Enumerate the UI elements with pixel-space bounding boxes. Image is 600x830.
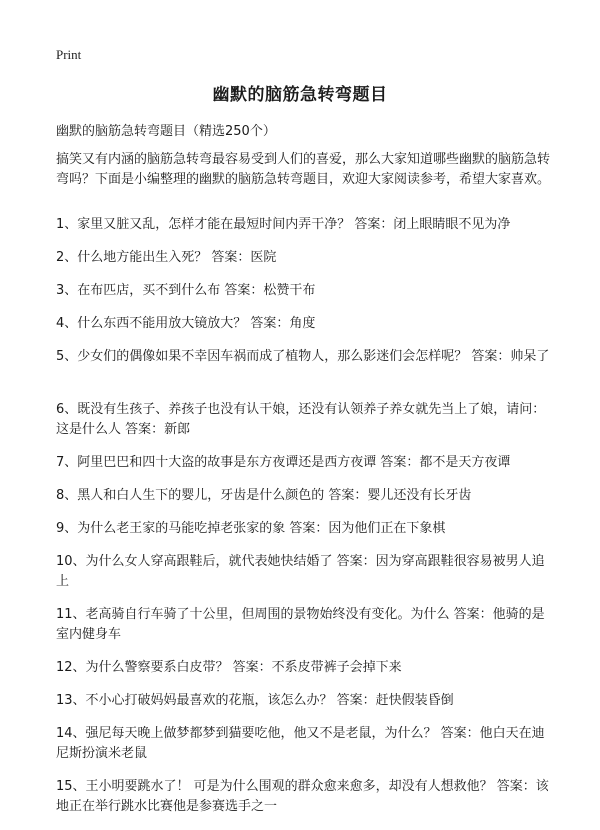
riddle-item: 4、什么东西不能用放大镜放大？ 答案：角度 [56,316,316,331]
riddle-list [56,215,552,830]
riddle-item: 14、强尼每天晚上做梦都梦到猫要吃他，他又不是老鼠，为什么？ 答案：他白天在迪尼斯扮演米老鼠 [56,726,545,761]
page-title: 幽默的脑筋急转弯题目 [212,85,388,105]
riddle-item: 8、黑人和白人生下的婴儿，牙齿是什么颜色的 答案：婴儿还没有长牙齿 [56,488,472,503]
riddle-item: 7、阿里巴巴和四十大盗的故事是东方夜谭还是西方夜谭 答案：都不是天方夜谭 [56,455,511,470]
riddle-item: 12、为什么警察要系白皮带？ 答案：不系皮带裤子会掉下来 [56,660,402,675]
riddle-item: 6、既没有生孩子、养孩子也没有认干娘，还没有认领养子养女就先当上了娘，请问：这是什么人 答案：新郎 [56,402,546,437]
riddle-item: 1、家里又脏又乱，怎样才能在最短时间内弄干净？ 答案：闭上眼睛眼不见为净 [56,217,511,232]
riddle-item: 3、在布匹店，买不到什么布 答案：松赞干布 [56,283,316,298]
riddle-item: 15、王小明要跳水了！ 可是为什么围观的群众愈来愈多，却没有人想救他？ 答案：该地正在举行跳水比赛他是参赛选手之一 [56,779,549,814]
print-link[interactable]: Print [56,47,82,62]
riddle-item: 5、少女们的偶像如果不幸因车祸而成了植物人，那么影迷们会怎样呢？ 答案：帅呆了 [56,349,550,364]
riddle-item: 9、为什么老王家的马能吃掉老张家的象 答案：因为他们正在下象棋 [56,521,446,536]
intro-paragraph: 搞笑又有内涵的脑筋急转弯最容易受到人们的喜爱，那么大家知道哪些幽默的脑筋急转弯吗？下面是小编整理的幽默的脑筋急转弯题目，欢迎大家阅读参考，希望大家喜欢。 [56,152,551,187]
document-subtitle: 幽默的脑筋急转弯题目（精选250个） [56,124,276,139]
riddle-item: 2、什么地方能出生入死？ 答案：医院 [56,250,277,265]
riddle-item: 10、为什么女人穿高跟鞋后，就代表她快结婚了 答案：因为穿高跟鞋很容易被男人追上 [56,554,545,589]
riddle-item: 13、不小心打破妈妈最喜欢的花瓶，该怎么办？ 答案：赶快假装昏倒 [56,693,454,708]
riddle-item: 11、老高骑自行车骑了十公里，但周围的景物始终没有变化。为什么 答案：他骑的是室内健身车 [56,607,545,642]
